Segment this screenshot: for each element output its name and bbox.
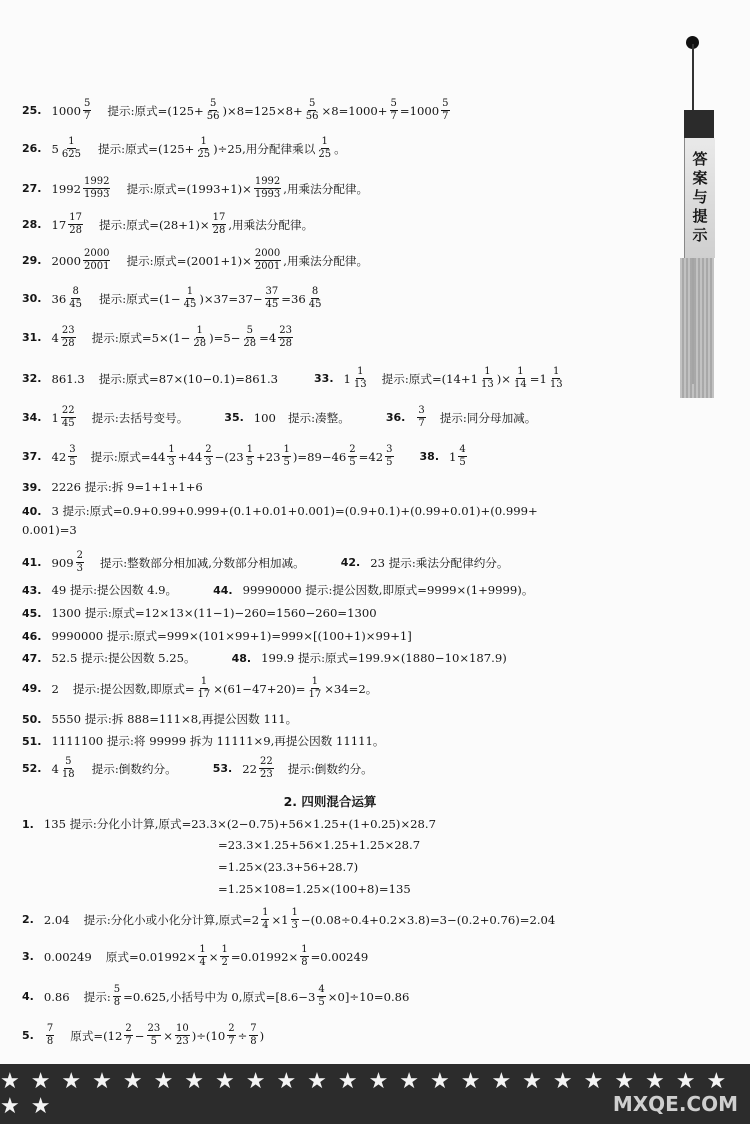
answer-49: 49. 2 提示:提公因数,即原式= $\frac{1}{17}$ ×(61−47+20)= $\frac{1}{17}$ ×34=2。 (22, 676, 378, 700)
star-row: ★ ★ ★ ★ ★ ★ ★ ★ ★ ★ ★ ★ ★ ★ ★ ★ ★ ★ ★ ★ ★ ★ ★ ★ ★ ★ (0, 1069, 729, 1119)
answer-47-48: 47. 52.5 提示:提公因数 5.25。 48. 199.9 提示:原式=199.9×(1880−10×187.9) (22, 651, 507, 665)
answer-39: 39. 2226 提示:拆 9=1+1+1+6 (22, 480, 203, 494)
answer-45: 45. 1300 提示:原式=12×13×(11−1)−260=1560−260=1300 (22, 606, 377, 620)
answer-51: 51. 1111100 提示:将 99999 拆为 11111×9,再提公因数 11111。 (22, 734, 385, 748)
side-shade (680, 258, 714, 398)
answer-27: 27. 1992 1992 1993 提示:原式=(1993+1)× $\frac{1992}{1993}$ ,用乘法分配律。 (22, 176, 369, 200)
answer-43-44: 43. 49 提示:提公因数 4.9。 44. 99990000 提示:提公因数,即原式=9999×(1+9999)。 (22, 583, 534, 597)
answer-28: 28. 17 17 28 提示:原式=(28+1)× $\frac{17}{28}$ ,用乘法分配律。 (22, 212, 314, 236)
calc-1-step-2: =23.3×1.25+56×1.25+1.25×28.7 (218, 838, 421, 852)
calc-1-step-3: =1.25×(23.3+56+28.7) (218, 860, 359, 874)
answer-40: 40. 3 提示:原式=0.9+0.99+0.999+(0.1+0.01+0.001)=(0.9+0.1)+(0.99+0.01)+(0.999+ (22, 504, 538, 518)
calc-1: 1. 135 提示:分化小计算,原式=23.3×(2−0.75)+56×1.25+(1+0.25)×28.7 (22, 817, 436, 831)
calc-3: 3. 0.00249 原式=0.01992× $\frac{1}{4}$ × $\frac{1}{2}$ =0.01992× $\frac{1}{8}$ =0.00249 (22, 944, 369, 968)
side-tab: 答案与提示 (684, 138, 715, 258)
calc-5: 5. 7 8 原式=(12 2 7 − $\frac{23}{5}$ × $\frac{10}{23}$ )÷(10 $\frac{2}{7}$ ÷ $\frac{7}{8}$ ) (22, 1023, 265, 1047)
answer-30: 30. 36 8 45 提示:原式= (1− $\frac{1}{45}$ )×37=37− $\frac{37}{45}$ =36 8 45 (22, 286, 322, 310)
answer-41-42: 41. 909 2 3 提示:整数部分相加减,分数部分相加减。 42. 23 提示:乘法分配律约分。 (22, 550, 509, 574)
side-block (684, 110, 714, 140)
section-title: 2. 四则混合运算 (283, 794, 377, 809)
calc-2: 2. 2.04 提示:分化小或小化分计算,原式=2 $\frac{1}{4}$ ×1 1 3 −(0.08÷0.4+0.2×3.8)=3−(0.2+0.76)=2.04 (22, 907, 556, 931)
calc-4: 4. 0.86 提示: $\frac{5}{8}$ =0.625,小括号中为 0,原式=[8.6−3 $\frac{4}{5}$ ×0]÷10=0.86 (22, 984, 410, 1008)
answer-50: 50. 5550 提示:拆 888=111×8,再提公因数 111。 (22, 712, 298, 726)
answer-26: 26. 5 1 625 提示:原式= (125+ $\frac{1}{25}$ )÷25,用分配律乘以 1 25 。 (22, 136, 346, 160)
answer-52-53: 52. 4 5 18 提示:倒数约分。 53. 22 22 23 提示:倒数约分。 (22, 756, 373, 780)
answer-32-33: 32. 861.3 提示:原式=87×(10−0.1)=861.3 33. 1 1 13 提示:原式= (14+1 1 13 )× $\frac{1}{14}$ =1 1 13 (22, 366, 563, 390)
answer-29: 29. 2000 2000 2001 提示:原式=(2001+1)× $\frac{2000}{2001}$ ,用乘法分配律。 (22, 248, 369, 272)
answer-46: 46. 9990000 提示:原式=999×(101×99+1)=999×[(100+1)×99+1] (22, 629, 412, 643)
answer-34-36: 34. 1 22 45 提示:去括号变号。 35. 100 提示:凑整。 36. 3 7 提示:同分母加减。 (22, 405, 537, 429)
calc-1-step-4: =1.25×108=1.25×(100+8)=135 (218, 882, 411, 896)
answer-37-38: 37. 42 3 5 提示:原式=44 1 3 +44 2 3 −(23 1 5 +23 1 5 )=89−46 $\frac{2}{5}$ =42 3 5 38. 1 4 5 (22, 444, 466, 468)
answer-25: 25. 1000 5 7 提示:原式= (125+ $\frac{5}{56}$ )×8=125×8+ $\frac{5}{56}$ ×8=1000+ $\frac{5}{7}$ =1000 5 7 (22, 98, 449, 122)
answer-40-cont: 0.001)=3 (22, 523, 77, 537)
watermark: MXQE.COM (612, 1092, 738, 1116)
answer-31: 31. 4 23 28 提示:原式=5× (1− $\frac{1}{28}$ )=5− $\frac{5}{28}$ =4 23 28 (22, 325, 292, 349)
